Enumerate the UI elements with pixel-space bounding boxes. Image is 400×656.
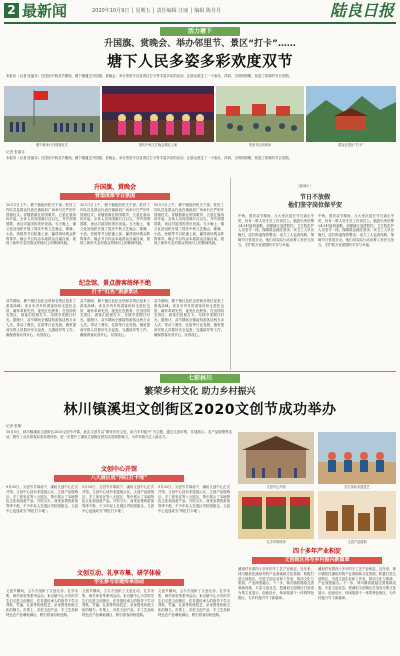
story2-headline: 林川镇溪坦文创街区2020文创节成功举办 [63,402,337,418]
story2-body2-col2: 文创节期间，主办方组织了文创互动、礼享市集、研学体验等系列活动。来自镇中心小学的学生们走进文创街区，在非遗传承人的指导下学习剪纸、竹编、扎染等传统技艺，亲身感受传统文化的魅力。市集上，各类文创产品、手工艺品和特色农产品琳琅满目，吸引游客纷纷选购。 [82,589,154,617]
photo-neighbor-festival [216,86,304,142]
photo-students-heritage [318,432,396,484]
story2-body3-col2: 溪坦村有着四十多年的手工艺产业积淀，近年来，林川镇依托溪坦村的产业基础和文化资源，积极打造文创街区，引进文创企业和工作室，推动文化与旅游、产业深度融合。下一步，林川镇将继续完善基础设施，丰富文创业态，把溪坦文创街区打造成为集文化展示、创意设计、休闲旅游于一体的特色街区，为乡村振兴写下新篇章。 [318,567,396,600]
story1-body2-col3: 双节期间，塘下镇红色纪念馆和各景区迎来了游客高峰。来自市内外的游客纷纷走进纪念馆，缅怀革命先烈，接受红色教育；在田园风光景区，游客们拍照打卡，尽情享受假日时光。据统计，双节期间全镇接待游客达两万余人次，带动了餐饮、住宿等行业发展。镇里提前安排人员做好安全巡查、交通疏导等工作，确保游客玩得开心、玩得放心。 [154,299,224,337]
story1-body2-col1: 双节期间，塘下镇红色纪念馆和各景区迎来了游客高峰。来自市内外的游客纷纷走进纪念馆，缅怀革命先烈，接受红色教育；在田园风光景区，游客们拍照打卡，尽情享受假日时光。据统计，双节期间全镇接待游客达两万余人次，带动了餐饮、住宿等行业发展。镇里提前安排人员做好安全巡查、交通疏导等工作，确保游客玩得开心、玩得放心。 [6,299,76,337]
story2-sub2-bar: 学生参与非遗传承活动 [54,579,184,586]
masthead-rule [4,22,396,24]
photo-products [318,491,396,539]
caption-2: 国庆中秋文艺晚会精彩上演 [138,143,178,147]
page-number: 2 [4,3,19,18]
story1-sub1: 升国旗、赏晚会 [93,184,136,191]
story2-lead: 10月5日，林川镇溪坦文创街区2020文创节开幕，此次文创节以“繁荣乡村文化，助力乡村振兴”为主题，通过文创市集、非遗展示、农产品展销等活动，吸引了众多游客前来参观体验，进一步提升了溪坦文创街区的知名度和影响力，为乡村振兴注入新活力。 [6,430,232,439]
photo-gala-stage [102,86,214,142]
section-title: 最新闻 [22,2,68,20]
story2-sub1-bar: 八大展区成“网红打卡地” [54,475,184,482]
story2-sub3-bar: 文创街区将写乡村振兴新篇章 [252,557,382,564]
masthead [0,0,400,24]
story2-body3-col1: 溪坦村有着四十多年的手工艺产业积淀，近年来，林川镇依托溪坦村的产业基础和文化资源，积极打造文创街区，引进文创企业和工作室，推动文化与旅游、产业深度融合。下一步，林川镇将继续完善基础设施，丰富文创业态，把溪坦文创街区打造成为集文化展示、创意设计、休闲旅游于一体的特色街区，为乡村振兴写下新篇章。 [238,567,314,600]
photo-culture-center [238,432,314,484]
story2-banner: 七彩林川 [160,374,240,383]
story1-intro: 本报讯（记者 张丽芬）在国庆中秋双节期间，塘下镇通过升国旗、赏晚会、举办邻里节以及景区打卡等丰富多彩的活动，让群众度过了一个欢乐、祥和、文明的假期，营造了浓厚的节日氛围。 [6,156,292,160]
story2-caption-2: 学生体验非遗技艺 [344,485,370,489]
story1-body2-col2: 双节期间，塘下镇红色纪念馆和各景区迎来了游客高峰。来自市内外的游客纷纷走进纪念馆，缅怀革命先烈，接受红色教育；在田园风光景区，游客们拍照打卡，尽情享受假日时光。据统计，双节期间全镇接待游客达两万余人次，带动了餐饮、住宿等行业发展。镇里提前安排人员做好安全巡查、交通疏导等工作，确保游客玩得开心、玩得放心。 [80,299,150,337]
caption-3: 邻里节活动现场 [248,143,272,147]
story1-kicker: 升国旗、赏晚会、举办邻里节、景区“打卡”…… [104,39,296,49]
story2-kicker: 繁荣乡村文化 助力乡村振兴 [144,387,256,397]
story1-body1-col3: 10月1日上午，塘下镇组织机关干部、驻村工作队员及群众代表在镇政府广场举行庄严的升国旗仪式。伴随着雄壮的国歌声，五星红旗冉冉升起，全体人员向国旗行注目礼，齐声高唱国歌，表达对祖国的美好祝福。当天晚上，镇文化站组织开展了国庆中秋文艺晚会，歌舞、小品、快板等节目轮番上演，赢得现场观众阵阵掌声。晚会节目均由本地群众自编自演，展现了新时代农村群众昂扬向上的精神风貌。 [154,203,224,246]
story2-body2-col1: 文创节期间，主办方组织了文创互动、礼享市集、研学体验等系列活动。来自镇中心小学的学生们走进文创街区，在非遗传承人的指导下学习剪纸、竹编、扎染等传统技艺，亲身感受传统文化的魅力。市集上，各类文创产品、手工艺品和特色农产品琳琅满目，吸引游客纷纷选购。 [6,589,78,617]
sidebar-title: 节日不放假 他们坚守岗位保平安 [287,194,342,209]
story2-sub1: 文创中心开馆 [100,466,137,473]
story2-caption-3: 礼享市集现场 [266,540,286,544]
story2-caption-4: 文创产品展销 [347,540,367,544]
story1-body1-col1: 10月1日上午，塘下镇组织机关干部、驻村工作队员及群众代表在镇政府广场举行庄严的升国旗仪式。伴随着雄壮的国歌声，五星红旗冉冉升起，全体人员向国旗行注目礼，齐声高唱国歌，表达对祖国的美好祝福。当天晚上，镇文化站组织开展了国庆中秋文艺晚会，歌舞、小品、快板等节目轮番上演，赢得现场观众阵阵掌声。晚会节目均由本地群众自编自演，展现了新时代农村群众昂扬向上的精神风貌。 [6,203,76,246]
story1-lead: 本报讯（记者 张丽芬）在国庆中秋双节期间，塘下镇通过升国旗、赏晚会、举办邻里节以及景区打卡等丰富多彩的活动，让群众度过了一个欢乐、祥和、文明的假期，营造了浓厚的节日氛围。 [6,74,292,78]
story1-body1-col2: 10月1日上午，塘下镇组织机关干部、驻村工作队员及群众代表在镇政府广场举行庄严的升国旗仪式。伴随着雄壮的国歌声，五星红旗冉冉升起，全体人员向国旗行注目礼，齐声高唱国歌，表达对祖国的美好祝福。当天晚上，镇文化站组织开展了国庆中秋文艺晚会，歌舞、小品、快板等节目轮番上演，赢得现场观众阵阵掌声。晚会节目均由本地群众自编自演，展现了新时代农村群众昂扬向上的精神风貌。 [80,203,150,246]
photo-market [238,491,314,539]
story1-sub2-bar: 打卡“红色”旅游景区 [60,289,170,296]
story2-body1-col2: 9月30日，文创节开幕前夕，溪坦文创中心正式开馆。文创中心设有非遗展示区、文创产品展销区、手工体验区等八大展区，集中展示了本地特色文化和创意产品。开馆当天，前来参观的游客络绎不绝，不少年轻人在展区内拍照留念，文创中心迅速成为“网红打卡地”。 [82,485,154,513]
story1-headline: 塘下人民多姿多彩欢度双节 [106,52,293,70]
sidebar-kicker: ［新闻+］ [296,184,313,188]
caption-4: 群众在景区“打卡” [338,143,364,147]
story2-rule [4,371,396,372]
story2-sub2: 文创互动、礼享市集、研学体验 [76,570,161,577]
issue-meta: 2020年10月9日 │ 星期五 │ 责任编辑 汪丽 │ 编辑 陈丹丹 [92,8,222,14]
photo-flag-ceremony [4,86,100,142]
photo-scenic-spot [306,86,396,142]
story1-sub1-bar: 营造浓厚节日氛围 [60,193,170,200]
sidebar-body-col1: 中秋、国庆双节期间，当大家沉浸在节日欢乐中时，仍有一群人坚守在工作岗位上。镇派出所民警24小时值班备勤，加强辖区巡逻防控；卫生院医护人员坚守一线，保障群众就医需求；环卫工人早出晚归，清扫街道保持整洁；电力工人巡查线路，保障节日供电安全。他们用实际行动诠释了责任与担当，守护着万家团圆的平安与幸福。 [238,214,314,247]
newspaper-logo: 陆良日报 [329,1,394,20]
story2-body1-col3: 9月30日，文创节开幕前夕，溪坦文创中心正式开馆。文创中心设有非遗展示区、文创产品展销区、手工体验区等八大展区，集中展示了本地特色文化和创意产品。开馆当天，前来参观的游客络绎不绝，不少年轻人在展区内拍照留念，文创中心迅速成为“网红打卡地”。 [158,485,230,513]
story1-reporter: 记者 张丽芬 [6,150,25,154]
sidebar-body-col2: 中秋、国庆双节期间，当大家沉浸在节日欢乐中时，仍有一群人坚守在工作岗位上。镇派出所民警24小时值班备勤，加强辖区巡逻防控；卫生院医护人员坚守一线，保障群众就医需求；环卫工人早出晚归，清扫街道保持整洁；电力工人巡查线路，保障节日供电安全。他们用实际行动诠释了责任与担当，守护着万家团圆的平安与幸福。 [318,214,394,247]
story2-reporter: 记者 张楠 [6,424,22,428]
story2-caption-1: 文创中心开馆 [266,485,286,489]
caption-1: 塘下镇举行升国旗仪式 [36,143,68,147]
story1-sub2: 纪念馆、景点游客络绎不绝 [78,280,151,287]
story2-body2-col3: 文创节期间，主办方组织了文创互动、礼享市集、研学体验等系列活动。来自镇中心小学的学生们走进文创街区，在非遗传承人的指导下学习剪纸、竹编、扎染等传统技艺，亲身感受传统文化的魅力。市集上，各类文创产品、手工艺品和特色农产品琳琅满目，吸引游客纷纷选购。 [158,589,230,617]
story2-body1-col1: 9月30日，文创节开幕前夕，溪坦文创中心正式开馆。文创中心设有非遗展示区、文创产品展销区、手工体验区等八大展区，集中展示了本地特色文化和创意产品。开馆当天，前来参观的游客络绎不绝，不少年轻人在展区内拍照留念，文创中心迅速成为“网红打卡地”。 [6,485,78,513]
story2-sub3: 四十多年产业积淀 [292,548,341,555]
story1-banner: 活力塘下 [160,27,240,36]
column-divider [230,178,231,370]
